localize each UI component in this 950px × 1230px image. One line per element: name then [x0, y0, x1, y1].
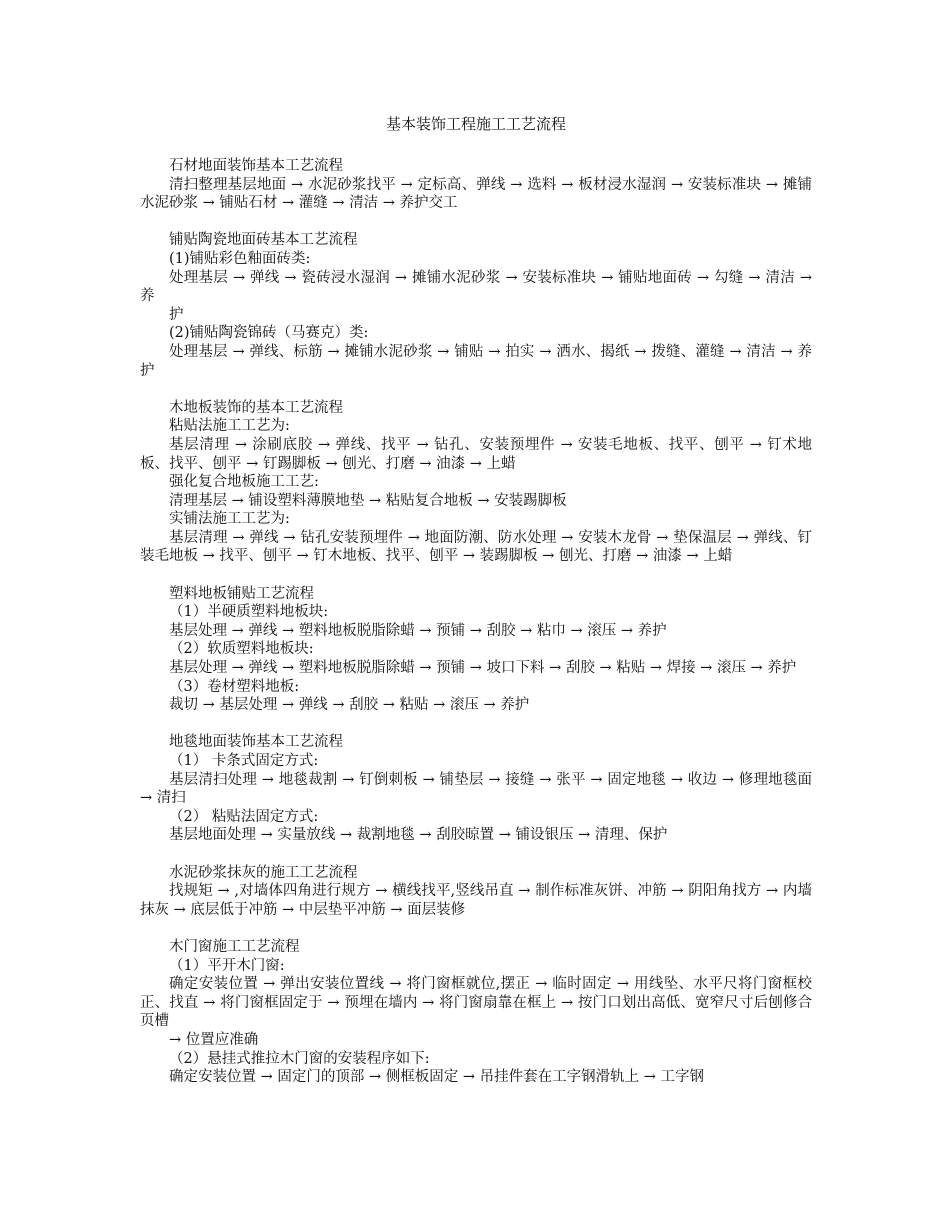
process-flow: 确定安装位置 → 弹出安装位置线 → 将门窗框就位,摆正 → 临时固定 → 用线坠、水平尺将门窗框校正、找直 → 将门窗框固定于 → 预埋在墙内 → 将门窗扇靠在框上 → 按门口划出高低、宽窄尺寸后刨修合页槽	[140, 976, 812, 1030]
process-flow: 基层处理 → 弹线 → 塑料地板脱脂除蜡 → 预铺 → 刮胶 → 粘巾 → 滚压 → 养护	[169, 622, 667, 639]
subheading: （1）平开木门窗:	[169, 957, 285, 974]
subheading: （1）半硬质塑料地板块:	[169, 604, 329, 621]
section-heading: 地毯地面装饰基本工艺流程	[169, 734, 343, 751]
process-flow: 清扫整理基层地面 → 水泥砂浆找平 → 定标高、弹线 → 选料 → 板材浸水湿润 → 安装标准块 → 摊铺水泥砂浆 → 铺贴石材 → 灌缝 → 清洁 → 养护交工	[140, 176, 812, 212]
process-flow: 基层地面处理 → 实量放线 → 裁割地毯 → 刮胶晾置 → 铺设银压 → 清理、保护	[169, 827, 668, 844]
section-wood-floor	[140, 399, 812, 566]
section-heading: 水泥砂浆抹灰的施工工艺流程	[169, 864, 358, 881]
process-flow: 基层处理 → 弹线 → 塑料地板脱脂除蜡 → 预铺 → 坡口下料 → 刮胶 → 粘贴 → 焊接 → 滚压 → 养护	[169, 660, 797, 677]
section-plastic-floor	[140, 585, 812, 715]
section-stone-floor	[140, 157, 812, 213]
section-heading: 石材地面装饰基本工艺流程	[169, 158, 343, 174]
section-heading: 木地板装饰的基本工艺流程	[169, 399, 343, 416]
process-flow: 裁切 → 基层处理 → 弹线 → 刮胶 → 粘贴 → 滚压 → 养护	[169, 697, 530, 714]
process-flow: 处理基层 → 弹线、标筋 → 摊铺水泥砂浆 → 铺贴 → 拍实 → 洒水、揭纸 → 拨缝、灌缝 → 清洁 → 养护	[140, 343, 812, 379]
subheading: (2)铺贴陶瓷锦砖（马赛克）类:	[169, 325, 369, 342]
process-flow-continuation: 护	[169, 306, 184, 323]
process-flow-continuation: → 位置应准确	[169, 1031, 259, 1048]
section-heading: 塑料地板铺贴工艺流程	[169, 585, 314, 602]
section-ceramic-tile	[140, 231, 812, 380]
process-flow: 清理基层 → 铺设塑料薄膜地垫 → 粘贴复合地板 → 安装踢脚板	[169, 492, 567, 509]
subheading: 实铺法施工工艺为:	[169, 511, 290, 528]
process-flow: 确定安装位置 → 固定门的顶部 → 侧框板固定 → 吊挂件套在工字钢滑轨上 → 工字钢	[169, 1069, 704, 1086]
subheading: （2）悬挂式推拉木门窗的安装程序如下:	[169, 1050, 430, 1067]
subheading: (1)铺贴彩色釉面砖类:	[169, 250, 311, 267]
process-flow: 基层清扫处理 → 地毯裁割 → 钉倒刺板 → 铺垫层 → 接缝 → 张平 → 固定地毯 → 收边 → 修理地毯面 → 清扫	[140, 771, 812, 807]
document-page	[140, 114, 812, 1087]
subheading: 强化复合地板施工工艺:	[169, 474, 319, 491]
process-flow: 找规矩 → ,对墙体四角进行规方 → 横线找平,竖线吊直 → 制作标准灰饼、冲筋 → 阴阳角找方 → 内墙抹灰 → 底层低于冲筋 → 中层垫平冲筋 → 面层装修	[140, 883, 812, 918]
subheading: （1） 卡条式固定方式:	[169, 753, 319, 769]
subheading: 粘贴法施工工艺为:	[169, 418, 290, 435]
process-flow: 基层清理 → 弹线 → 钻孔安装预埋件 → 地面防潮、防水处理 → 安装木龙骨 → 垫保温层 → 弹线、钉装毛地板 → 找平、刨平 → 钉木地板、找平、刨平 → 装踢脚板 → 刨光、打磨 → 油漆 → 上蜡	[140, 529, 812, 565]
process-flow: 基层清理 → 涂刷底胶 → 弹线、找平 → 钻孔、安装预埋件 → 安装毛地板、找平、刨平 → 钉术地板、找平、刨平 → 钉踢脚板 → 刨光、打磨 → 油漆 → 上蜡	[140, 436, 812, 472]
section-cement-plaster	[140, 864, 812, 920]
section-heading: 木门窗施工工艺流程	[169, 938, 300, 955]
subheading: （2）软质塑料地板块:	[169, 641, 314, 658]
section-wood-doors-windows	[140, 938, 812, 1087]
subheading: （3）卷材塑料地板:	[169, 678, 300, 695]
process-flow: 处理基层 → 弹线 → 瓷砖浸水湿润 → 摊铺水泥砂浆 → 安装标准块 → 铺贴地面砖 → 勾缝 → 清洁 → 养	[140, 269, 812, 305]
document-title: 基本装饰工程施工工艺流程	[385, 115, 566, 133]
section-carpet-floor	[140, 733, 812, 845]
section-heading: 铺贴陶瓷地面砖基本工艺流程	[169, 232, 358, 249]
subheading: （2） 粘贴法固定方式:	[169, 808, 319, 825]
